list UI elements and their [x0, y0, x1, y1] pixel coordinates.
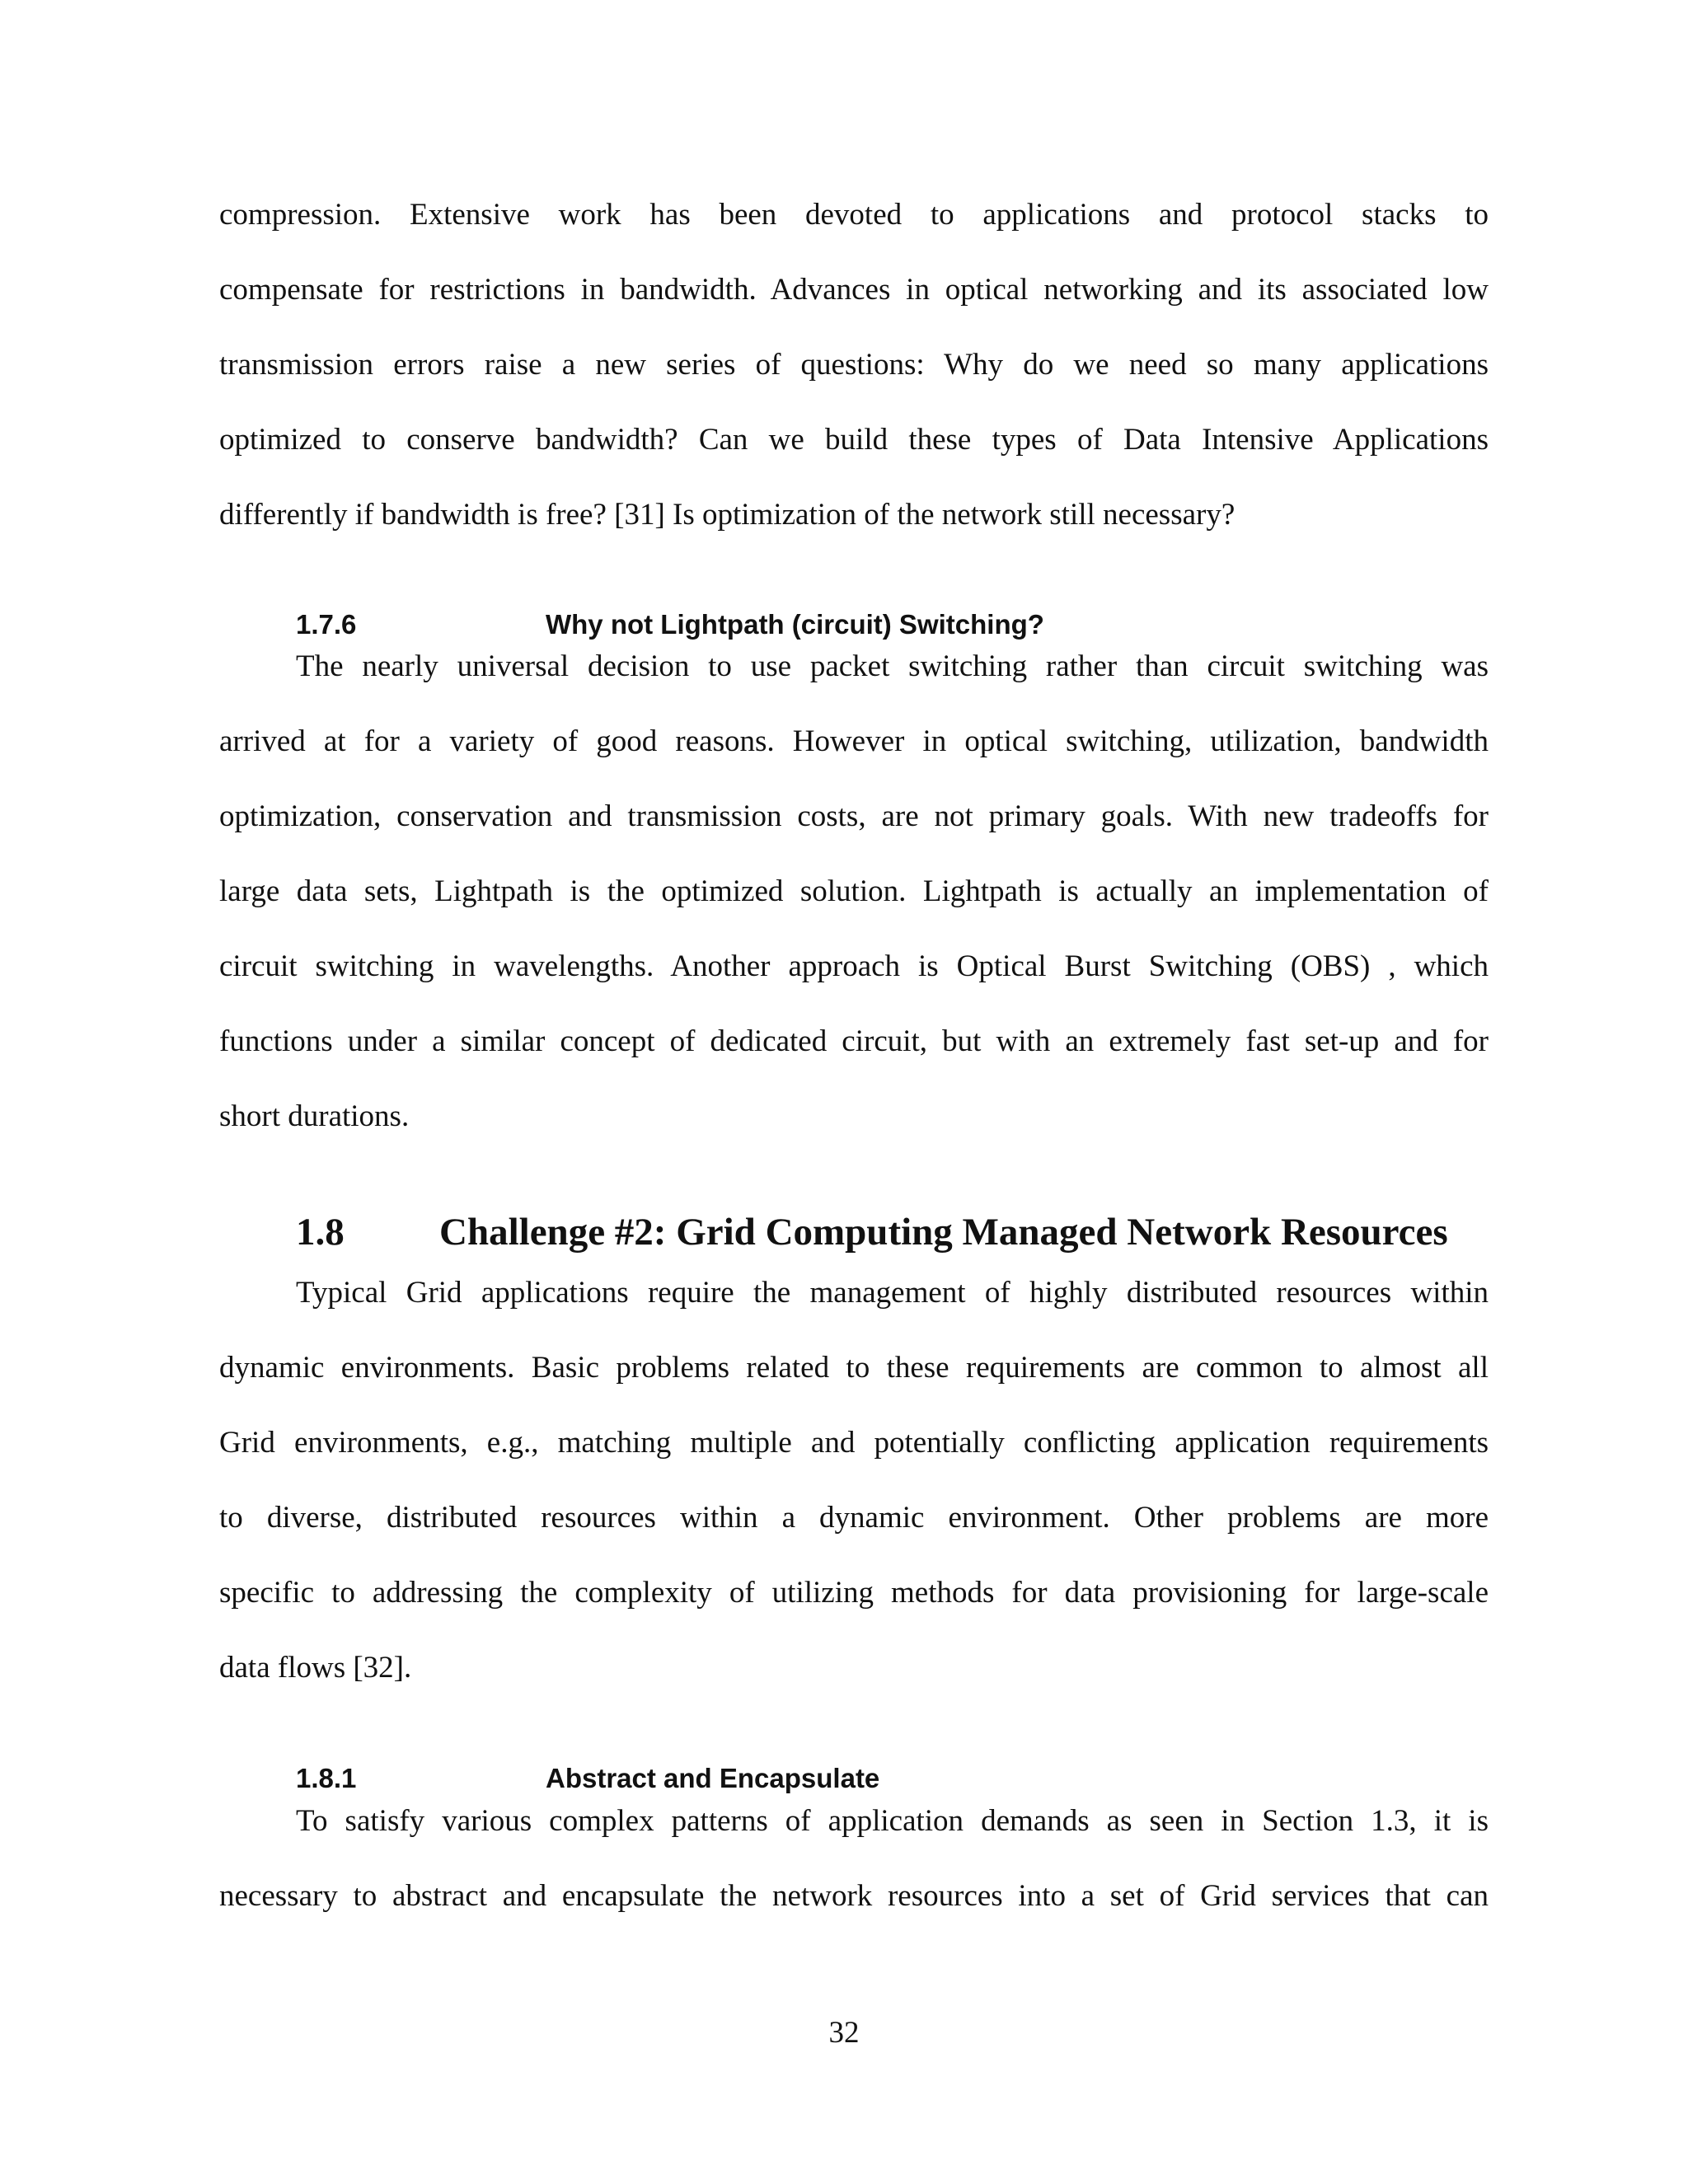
paragraph-line: The nearly universal decision to use packet switching rather than circuit switching was — [296, 649, 1489, 683]
paragraph-line: To satisfy various complex patterns of application demands as seen in Section 1.3, it is — [296, 1804, 1489, 1838]
paragraph-line: data flows [32]. — [219, 1651, 412, 1685]
paragraph-line: circuit switching in wavelengths. Another approach is Optical Burst Switching (OBS) , which — [219, 949, 1489, 983]
section-title: Challenge #2: Grid Computing Managed Network Resources — [439, 1211, 1448, 1254]
paragraph-line: differently if bandwidth is free? [31] Is optimization of the network still necessary? — [219, 498, 1236, 532]
paragraph-line: transmission errors raise a new series of questions: Why do we need so many applications — [219, 348, 1489, 382]
paragraph-line: Typical Grid applications require the management of highly distributed resources within — [296, 1276, 1489, 1310]
subsection-title: Why not Lightpath (circuit) Switching? — [546, 609, 1044, 640]
paragraph-line: optimization, conservation and transmission costs, are not primary goals. With new tradeoffs for — [219, 799, 1489, 833]
paragraph-line: dynamic environments. Basic problems related to these requirements are common to almost all — [219, 1351, 1489, 1385]
paragraph-line: optimized to conserve bandwidth? Can we build these types of Data Intensive Applications — [219, 423, 1489, 457]
subsection-title: Abstract and Encapsulate — [546, 1763, 880, 1793]
subsection-number: 1.8.1 — [296, 1763, 357, 1793]
subsection-number: 1.7.6 — [296, 609, 357, 640]
paragraph-line: compression. Extensive work has been devoted to applications and protocol stacks to — [219, 198, 1489, 232]
paragraph-line: Grid environments, e.g., matching multiple and potentially conflicting application requirements — [219, 1426, 1489, 1460]
paragraph-line: to diverse, distributed resources within a dynamic environment. Other problems are more — [219, 1501, 1489, 1535]
paragraph-line: large data sets, Lightpath is the optimized solution. Lightpath is actually an implementation of — [219, 874, 1489, 908]
paragraph-line: functions under a similar concept of dedicated circuit, but with an extremely fast set-up and for — [219, 1024, 1489, 1058]
section-number: 1.8 — [296, 1211, 345, 1254]
paragraph-line: necessary to abstract and encapsulate the network resources into a set of Grid services that can — [219, 1879, 1489, 1913]
paragraph-line: arrived at for a variety of good reasons. However in optical switching, utilization, bandwidth — [219, 724, 1489, 758]
paragraph-line: compensate for restrictions in bandwidth. Advances in optical networking and its associated low — [219, 273, 1489, 307]
page-number: 32 — [828, 2016, 860, 2050]
paragraph-line: specific to addressing the complexity of utilizing methods for data provisioning for large-scale — [219, 1576, 1489, 1610]
paragraph-line: short durations. — [219, 1099, 410, 1133]
